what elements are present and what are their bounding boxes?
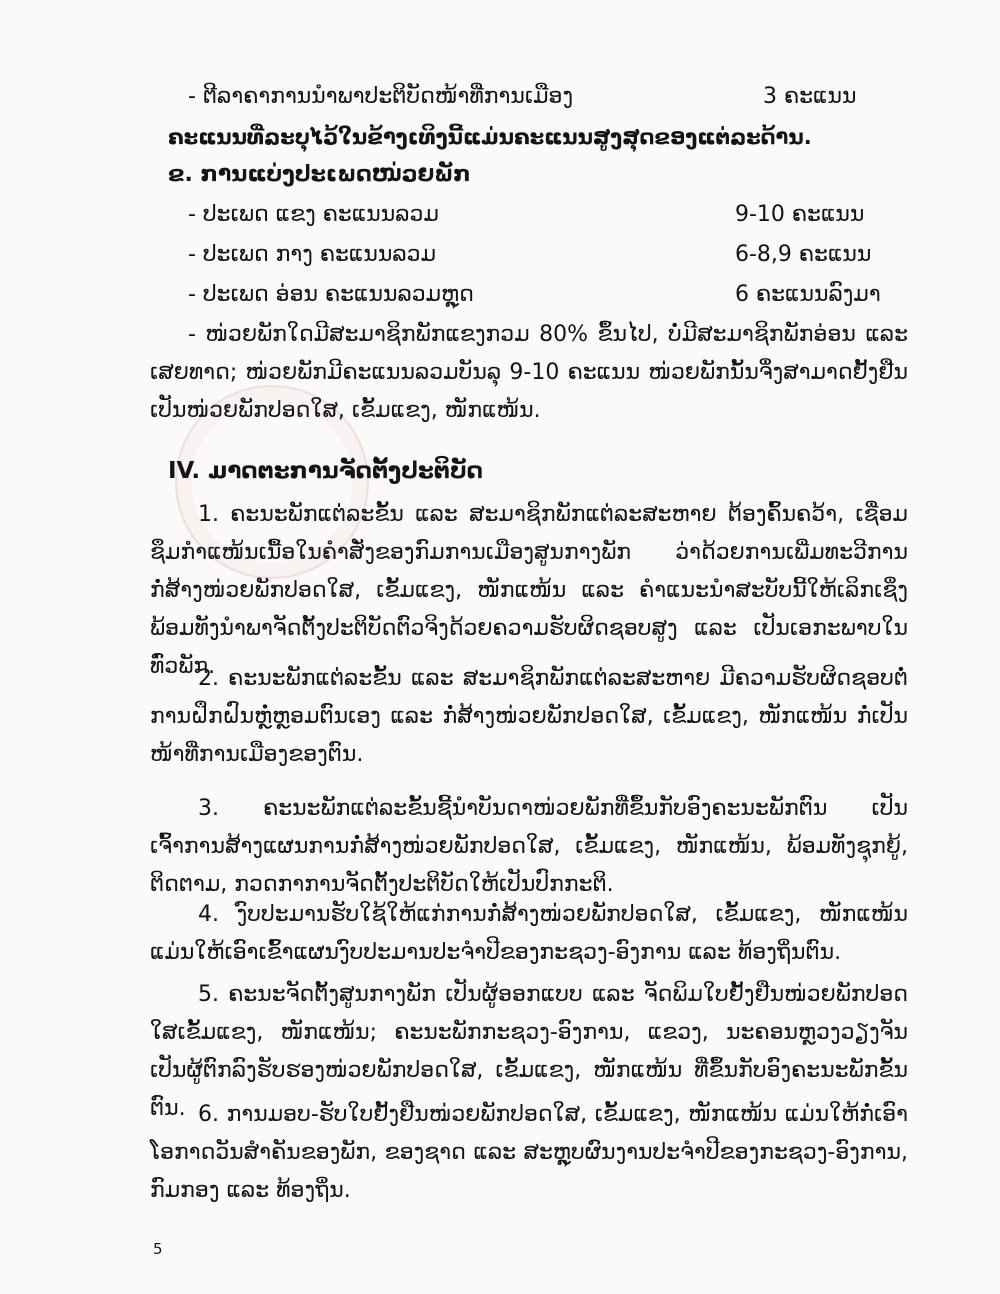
class-row-value: 9-10 ຄະແນນ xyxy=(735,202,865,227)
section4-heading: IV. ມາດຕະການຈັດຕັ້ງປະຕິບັດ xyxy=(168,458,483,484)
class-row-label: - ປະເພດ ແຂງ ຄະແນນລວມ xyxy=(188,202,439,227)
class-row-label: - ປະເພດ ອ່ອນ ຄະແນນລວມຫຼຸດ xyxy=(188,282,474,307)
section4-paragraph-3: 3. ຄະນະພັກແຕ່ລະຂັ້ນຊີ້ນຳບັນດາໜ່ວຍພັກທີ່ຂຶ້ນກັບອົງຄະນະພັກຕົນ ເປັນເຈົ້າການສ້າງແຜນການກໍ່ສ້າງໜ່ວຍພັກປອດໃສ, ເຂັ້ມແຂງ, ໜັກແໜ້ນ, ພ້ອມທັງຊຸກຍູ້, ຕິດຕາມ, ກວດກາການຈັດຕັ້ງປະຕິບັດໃຫ້ເປັນປົກກະຕິ. xyxy=(150,796,908,897)
scoring-note: ຄະແນນທີ່ລະບຸໄວ້ໃນຂ້າງເທິງນີ້ແມ່ນຄະແນນສູງສຸດຂອງແຕ່ລະດ້ານ. xyxy=(168,125,812,149)
page-number: 5 xyxy=(153,1240,163,1258)
scoring-item-points: 3 ຄະແນນ xyxy=(763,84,857,109)
class-row-value: 6-8,9 ຄະແນນ xyxy=(735,242,872,267)
classification-heading: ຂ. ການແບ່ງປະເພດໜ່ວຍພັກ xyxy=(168,162,471,187)
section4-paragraph-5: 5. ຄະນະຈັດຕັ້ງສູນກາງພັກ ເປັນຜູ້ອອກແບບ ແລະ ຈັດພິມໃບຢັ້ງຢືນໜ່ວຍພັກປອດໃສເຂັ້ມແຂງ, ໜັກແໜ້ນ; ຄະນະພັກກະຊວງ-ອົງການ, ແຂວງ, ນະຄອນຫຼວງວຽງຈັນ ເປັນຜູ້ຕົກລົງຮັບຮອງໜ່ວຍພັກປອດໃສ, ເຂັ້ມແຂງ, ໜັກແໜ້ນ ທີ່ຂຶ້ນກັບອົງຄະນະພັກຂັ້ນຕົນ. xyxy=(150,982,908,1121)
class-row-label: - ປະເພດ ກາງ ຄະແນນລວມ xyxy=(188,242,437,267)
section4-paragraph-2: 2. ຄະນະພັກແຕ່ລະຂັ້ນ ແລະ ສະມາຊິກພັກແຕ່ລະສະຫາຍ ມີຄວາມຮັບຜິດຊອບຕໍ່ການຝຶກຝົນຫຼໍ່ຫຼອມຕົນເອງ ແລະ ກໍ່ສ້າງໜ່ວຍພັກປອດໃສ, ເຂັ້ມແຂງ, ໜັກແໜ້ນ ກໍ່ເປັນໜ້າທີ່ການເມືອງຂອງຕົນ. xyxy=(150,666,908,767)
section4-paragraph-6: 6. ການມອບ-ຮັບໃບຢັ້ງຢືນໜ່ວຍພັກປອດໃສ, ເຂັ້ມແຂງ, ໜັກແໜ້ນ ແມ່ນໃຫ້ກໍ່ເອົາໂອກາດວັນສຳຄັນຂອງພັກ, ຂອງຊາດ ແລະ ສະຫຼຸບຜົນງານປະຈຳປີຂອງກະຊວງ-ອົງການ, ກົມກອງ ແລະ ທ້ອງຖິ່ນ. xyxy=(150,1102,908,1203)
classification-criteria: - ໜ່ວຍພັກໃດມີສະມາຊິກພັກແຂງກວມ 80% ຂຶ້ນໄປ, ບໍ່ມີສະມາຊິກພັກອ່ອນ ແລະ ເສຍທາດ; ໜ່ວຍພັກມີຄະແນນລວມບັນລຸ 9-10 ຄະແນນ ໜ່ວຍພັກນັ້ນຈຶ່ງສາມາດຢັ້ງຢືນເປັນໜ່ວຍພັກປອດໃສ, ເຂັ້ມແຂງ, ໜັກແໜ້ນ. xyxy=(150,322,908,423)
section4-paragraph-1: 1. ຄະນະພັກແຕ່ລະຂັ້ນ ແລະ ສະມາຊິກພັກແຕ່ລະສະຫາຍ ຕ້ອງຄົ້ນຄວ້າ, ເຊື່ອມຊຶມກຳແໜ້ນເນື້ອໃນຄຳສັ່ງຂອງກົມການເມືອງສູນກາງພັກ ວ່າດ້ວຍການເພີ່ມທະວີການກໍ່ສ້າງໜ່ວຍພັກປອດໃສ, ເຂັ້ມແຂງ, ໜັກແໜ້ນ ແລະ ຄຳແນະນຳສະບັບນີ້ໃຫ້ເລິກເຊິ່ງ ພ້ອມທັງນຳພາຈັດຕັ້ງປະຕິບັດຕົວຈິງດ້ວຍຄວາມຮັບຜິດຊອບສູງ ແລະ ເປັນເອກະພາບໃນທົ່ວພັກ. xyxy=(150,502,908,679)
section4-paragraph-4: 4. ງົບປະມານຮັບໃຊ້ໃຫ້ແກ່ການກໍ່ສ້າງໜ່ວຍພັກປອດໃສ, ເຂັ້ມແຂງ, ໜັກແໜ້ນແມ່ນໃຫ້ເອົາເຂົ້າແຜນງົບປະມານປະຈຳປີຂອງກະຊວງ-ອົງການ ແລະ ທ້ອງຖິ່ນຕົນ. xyxy=(150,902,908,965)
scoring-item-label: - ຕີລາຄາການນຳພາປະຕິບັດໜ້າທີ່ການເມືອງ xyxy=(188,84,574,109)
class-row-value: 6 ຄະແນນລົງມາ xyxy=(735,282,881,307)
